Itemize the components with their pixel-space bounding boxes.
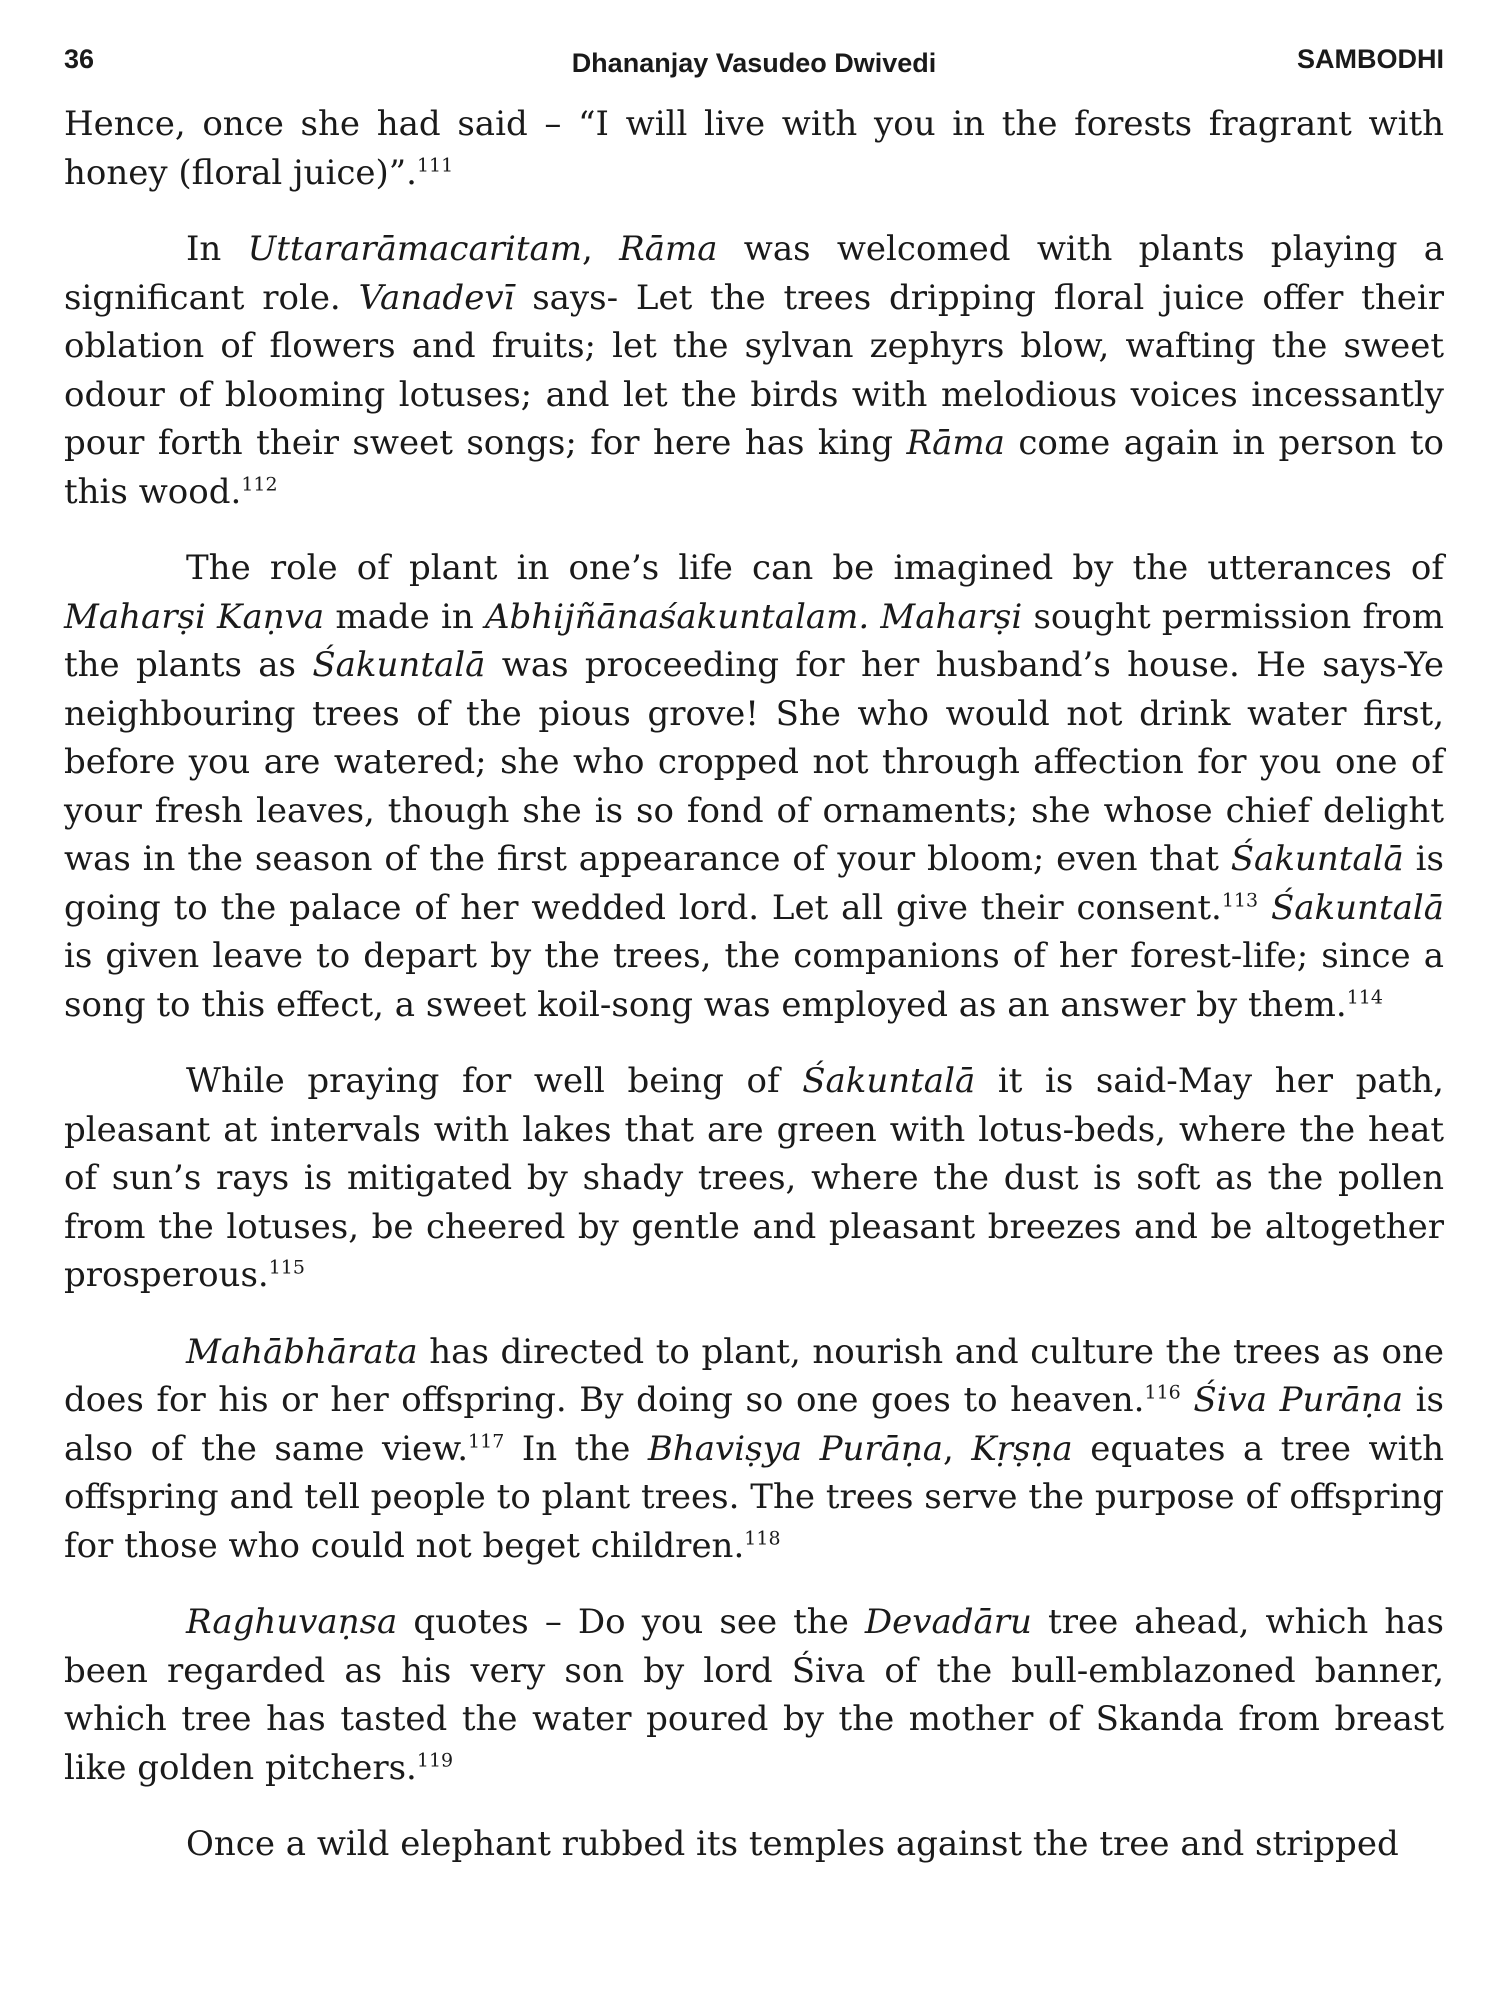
paragraph-5: Mahābhārata has directed to plant, nourish and culture the trees as one does for his or her offspring. By doing so one goes to heaven.$^{116}$ Śiva Purāṇa is also of the same view.$^{117}$ In the Bhaviṣya Purāṇa, Kṛṣṇa equates a tree with offspring and tell people to plant trees. The trees serve the purpose of offspring for those who could not beget children.$^{118}$ bbox=[64, 1331, 1445, 1566]
paragraph-1: Hence, once she had said – “I will live with you in the forests fragrant with honey (floral juice)”.$^{111}$ bbox=[64, 104, 1444, 193]
running-header bbox=[64, 44, 1444, 90]
page-number: 36 bbox=[64, 44, 95, 74]
footnote-ref-113: 113 bbox=[1221, 889, 1259, 912]
footnote-ref-111: 111 bbox=[416, 154, 454, 177]
running-head-journal: SAMBODHI bbox=[1297, 44, 1444, 74]
paragraph-4: While praying for well being of Śakuntalā it is said-May her path, pleasant at intervals with lakes that are green with lotus-beds, where the heat of sun’s rays is mitigated by shady trees, where the dust is soft as the pollen from the lotuses, be cheered by gentle and pleasant breezes and be altogether prosperous.$^{115}$ bbox=[64, 1061, 1444, 1295]
footnote-ref-118: 118 bbox=[744, 1527, 781, 1550]
footnote-ref-115: 115 bbox=[268, 1256, 305, 1279]
paragraph-2: In Uttararāmacaritam, Rāma was welcomed with plants playing a significant role. Vanadevī says- Let the trees dripping floral juice offer their oblation of flowers and fruits; let the sylvan zephyrs blow, wafting the sweet odour of blooming lotuses; and let the birds with melodious voices incessantly pour forth their sweet songs; for here has king Rāma come again in person to this wood.$^{112}$ bbox=[64, 229, 1444, 512]
paragraph-3: The role of plant in one’s life can be imagined by the utterances of Maharṣi Kaṇva made in Abhijñānaśakuntalam. Maharṣi sought permission from the plants as Śakuntalā was proceeding for her husband’s house. He says-Ye neighbouring trees of the pious grove! She who would not drink water first, before you are watered; she who cropped not through affection for you one of your fresh leaves, though she is so fond of ornaments; she whose chief delight was in the season of the first appearance of your bloom; even that Śakuntalā is going to the palace of her wedded lord. Let all give their consent.$^{113}$ Śakuntalā is given leave to depart by the trees, the companions of her forest-life; since a song to this effect, a sweet koil-song was employed as an answer by them.$^{114}$ bbox=[64, 548, 1444, 1025]
footnote-ref-117: 117 bbox=[468, 1430, 505, 1453]
running-head-author: Dhananjay Vasudeo Dwivedi bbox=[571, 48, 937, 78]
footnote-ref-112: 112 bbox=[241, 473, 278, 496]
footnote-ref-116: 116 bbox=[1144, 1381, 1181, 1404]
body-text bbox=[64, 100, 1444, 1869]
paragraph-6: Raghuvaṇsa quotes – Do you see the Devadāru tree ahead, which has been regarded as his very son by lord Śiva of the bull-emblazoned banner, which tree has tasted the water poured by the mother of Skanda from breast like golden pitchers.$^{119}$ bbox=[64, 1602, 1444, 1788]
footnote-ref-119: 119 bbox=[416, 1749, 454, 1772]
paragraph-7: Once a wild elephant rubbed its temples against the tree and stripped bbox=[186, 1824, 1399, 1864]
footnote-ref-114: 114 bbox=[1346, 986, 1383, 1009]
